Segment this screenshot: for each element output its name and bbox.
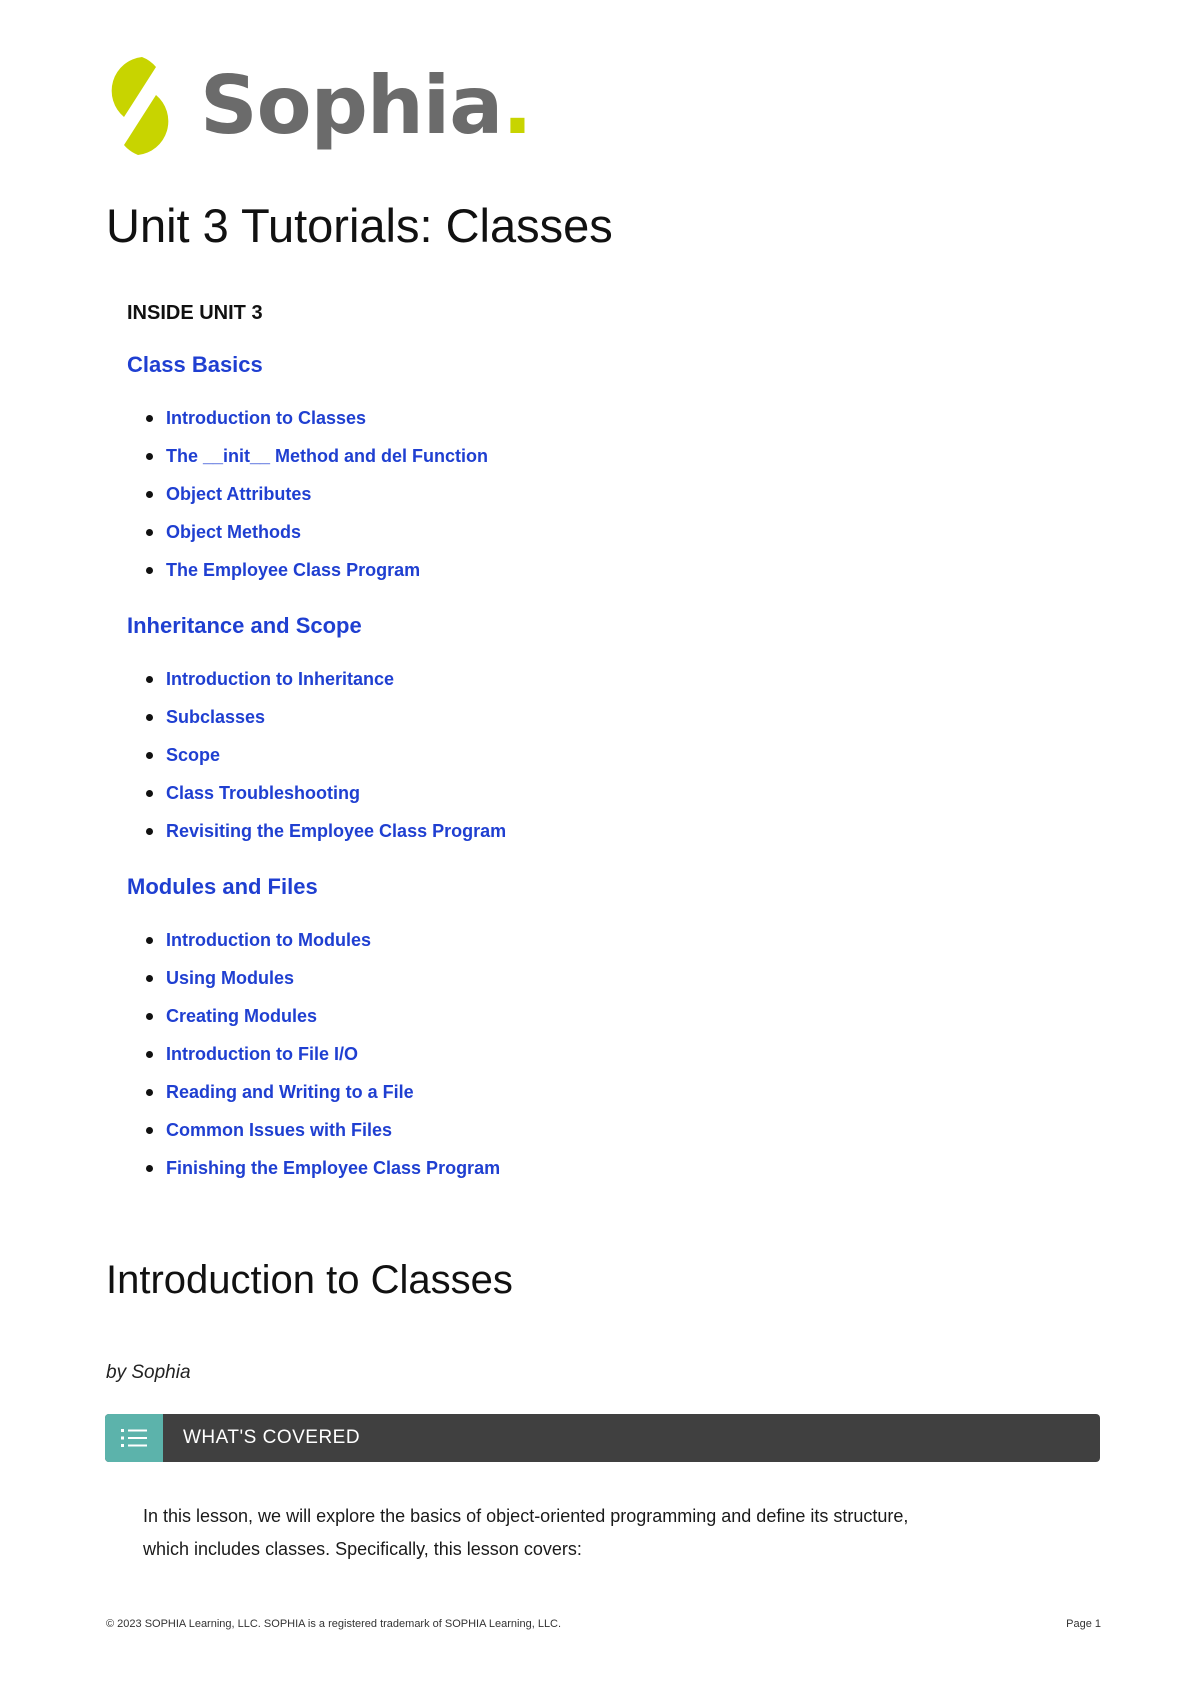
toc-link[interactable]: Reading and Writing to a File xyxy=(146,1073,500,1111)
page-title: Unit 3 Tutorials: Classes xyxy=(106,199,613,252)
toc-link[interactable]: Introduction to File I/O xyxy=(146,1035,500,1073)
section-heading-class-basics[interactable]: Class Basics xyxy=(127,352,263,377)
footer-page-number: Page 1 xyxy=(1066,1618,1101,1630)
toc-link[interactable]: Class Troubleshooting xyxy=(146,774,506,812)
toc-link[interactable]: Object Methods xyxy=(146,513,488,551)
section-heading-modules-and-files[interactable]: Modules and Files xyxy=(127,874,318,899)
bullet-icon xyxy=(146,828,153,835)
section-heading-inheritance-and-scope[interactable]: Inheritance and Scope xyxy=(127,613,362,638)
bullet-icon xyxy=(146,491,153,498)
sophia-logo xyxy=(104,55,532,157)
lesson-intro-paragraph: In this lesson, we will explore the basics of object-oriented programming and define its structure, which includes classes. Specifically, this lesson covers: xyxy=(143,1506,909,1559)
bullet-icon xyxy=(146,567,153,574)
toc-link[interactable]: Revisiting the Employee Class Program xyxy=(146,812,506,850)
toc-link[interactable]: The __init__ Method and del Function xyxy=(146,437,488,475)
bullet-icon xyxy=(146,975,153,982)
bullet-icon xyxy=(146,529,153,536)
page-footer xyxy=(106,1618,1101,1630)
toc-list-inheritance-and-scope xyxy=(146,660,506,850)
footer-copyright: © 2023 SOPHIA Learning, LLC. SOPHIA is a registered trademark of SOPHIA Learning, LLC. xyxy=(106,1618,562,1630)
toc-list-modules-and-files xyxy=(146,921,500,1187)
toc-link[interactable]: Using Modules xyxy=(146,959,500,997)
toc-link[interactable]: Introduction to Classes xyxy=(146,399,488,437)
bullet-icon xyxy=(146,937,153,944)
toc-link[interactable]: Finishing the Employee Class Program xyxy=(146,1149,500,1187)
bullet-icon xyxy=(146,1165,153,1172)
bullet-icon xyxy=(146,1127,153,1134)
toc-link[interactable]: Object Attributes xyxy=(146,475,488,513)
bullet-icon xyxy=(146,1013,153,1020)
whats-covered-bar xyxy=(105,1414,1100,1462)
toc-link[interactable]: Subclasses xyxy=(146,698,506,736)
sophia-logo-mark-icon xyxy=(104,55,176,157)
bullet-icon xyxy=(146,1089,153,1096)
lesson-title: Introduction to Classes xyxy=(106,1258,513,1302)
toc-link[interactable]: Introduction to Inheritance xyxy=(146,660,506,698)
bullet-icon xyxy=(146,453,153,460)
toc-link[interactable]: Scope xyxy=(146,736,506,774)
toc-link[interactable]: Introduction to Modules xyxy=(146,921,500,959)
bullet-icon xyxy=(146,676,153,683)
logo-wordmark: Sophia. xyxy=(200,59,532,152)
byline: by Sophia xyxy=(106,1362,191,1383)
list-icon xyxy=(105,1414,163,1462)
bullet-icon xyxy=(146,790,153,797)
toc-link[interactable]: The Employee Class Program xyxy=(146,551,488,589)
bullet-icon xyxy=(146,1051,153,1058)
toc-list-class-basics xyxy=(146,399,488,589)
bullet-icon xyxy=(146,752,153,759)
toc-link[interactable]: Common Issues with Files xyxy=(146,1111,500,1149)
whats-covered-label: WHAT'S COVERED xyxy=(183,1427,361,1448)
inside-unit-label: INSIDE UNIT 3 xyxy=(127,302,263,324)
toc-link[interactable]: Creating Modules xyxy=(146,997,500,1035)
bullet-icon xyxy=(146,714,153,721)
bullet-icon xyxy=(146,415,153,422)
